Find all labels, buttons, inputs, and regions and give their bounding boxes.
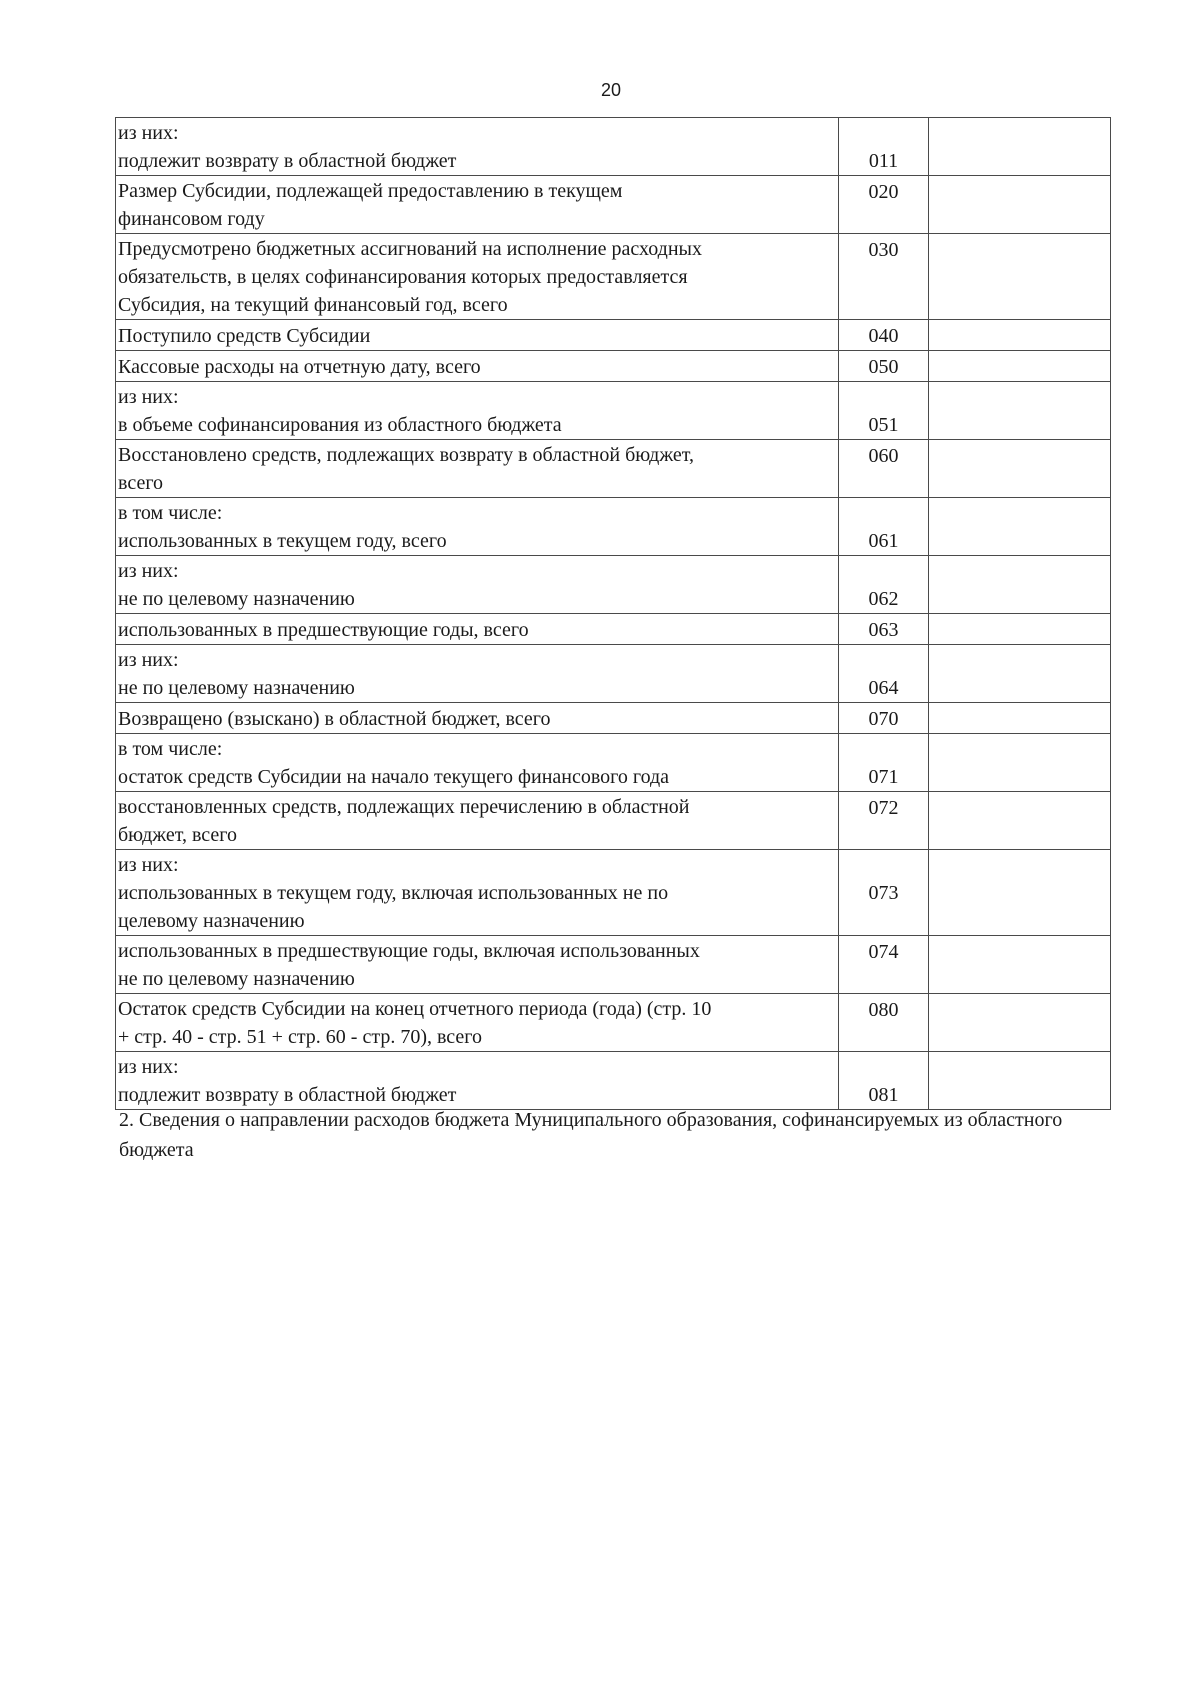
row-value-cell[interactable] [929, 645, 1111, 703]
row-label [116, 645, 839, 703]
row-label [116, 1052, 839, 1110]
row-code: 064 [839, 645, 929, 703]
table-row [116, 792, 1111, 850]
table-row [116, 320, 1111, 351]
table-body [116, 118, 1111, 1110]
row-label-line: восстановленных средств, подлежащих перечислению в областной [118, 796, 690, 818]
row-code: 071 [839, 734, 929, 792]
row-code: 074 [839, 936, 929, 994]
row-label-line: не по целевому назначению [118, 968, 355, 990]
row-label-line: в том числе: [118, 738, 223, 760]
row-label [116, 440, 839, 498]
row-value-cell[interactable] [929, 734, 1111, 792]
row-label-line: Возвращено (взыскано) в областной бюджет, всего [118, 708, 551, 730]
table-row [116, 734, 1111, 792]
row-code: 051 [839, 382, 929, 440]
row-label [116, 556, 839, 614]
table-row [116, 850, 1111, 936]
row-label-line: из них: [118, 854, 179, 876]
row-label-line: использованных в текущем году, включая использованных не по [118, 882, 669, 904]
row-label-line: использованных в предшествующие годы, всего [118, 619, 529, 641]
row-code: 070 [839, 703, 929, 734]
row-value-cell[interactable] [929, 498, 1111, 556]
table-row [116, 176, 1111, 234]
row-label-line: финансовом году [118, 208, 265, 230]
table-row [116, 234, 1111, 320]
table-row [116, 994, 1111, 1052]
row-label [116, 994, 839, 1052]
row-label-line: Субсидия, на текущий финансовый год, всего [118, 294, 508, 316]
row-code: 080 [839, 994, 929, 1052]
row-label-line: из них: [118, 560, 179, 582]
row-code: 072 [839, 792, 929, 850]
row-label-line: Поступило средств Субсидии [118, 325, 371, 347]
table-row [116, 614, 1111, 645]
row-label-line: использованных в предшествующие годы, включая использованных [118, 940, 700, 962]
table-row [116, 1052, 1111, 1110]
row-value-cell[interactable] [929, 556, 1111, 614]
row-value-cell[interactable] [929, 234, 1111, 320]
row-code: 020 [839, 176, 929, 234]
row-value-cell[interactable] [929, 440, 1111, 498]
row-label [116, 936, 839, 994]
row-label-line: в объеме софинансирования из областного бюджета [118, 414, 562, 436]
row-code: 081 [839, 1052, 929, 1110]
row-code: 060 [839, 440, 929, 498]
row-code: 063 [839, 614, 929, 645]
row-label [116, 498, 839, 556]
row-label-line: обязательств, в целях софинансирования которых предоставляется [118, 266, 688, 288]
row-label-line: Размер Субсидии, подлежащей предоставлению в текущем [118, 180, 623, 202]
row-label-line: из них: [118, 386, 179, 408]
row-label-line: + стр. 40 - стр. 51 + стр. 60 - стр. 70), всего [118, 1026, 483, 1048]
row-value-cell[interactable] [929, 118, 1111, 176]
row-label-line: в том числе: [118, 502, 223, 524]
row-value-cell[interactable] [929, 936, 1111, 994]
row-label [116, 792, 839, 850]
row-code: 050 [839, 351, 929, 382]
row-label [116, 382, 839, 440]
table-row [116, 703, 1111, 734]
row-value-cell[interactable] [929, 792, 1111, 850]
row-label-line: остаток средств Субсидии на начало текущего финансового года [118, 766, 670, 788]
row-label [116, 850, 839, 936]
row-label [116, 118, 839, 176]
row-label-line: из них: [118, 649, 179, 671]
row-label-line: бюджет, всего [118, 824, 237, 846]
row-label [116, 703, 839, 734]
section-heading: 2. Сведения о направлении расходов бюджета Муниципального образования, софинансируемых из областного бюджета [119, 1109, 1063, 1161]
row-label-line: подлежит возврату в областной бюджет [118, 150, 457, 172]
row-value-cell[interactable] [929, 850, 1111, 936]
row-label [116, 614, 839, 645]
row-value-cell[interactable] [929, 176, 1111, 234]
row-label-line: Восстановлено средств, подлежащих возврату в областной бюджет, [118, 444, 695, 466]
row-code: 011 [839, 118, 929, 176]
row-value-cell[interactable] [929, 614, 1111, 645]
row-code: 040 [839, 320, 929, 351]
row-label-line: не по целевому назначению [118, 588, 355, 610]
row-code: 073 [839, 850, 929, 936]
row-value-cell[interactable] [929, 351, 1111, 382]
row-label-line: не по целевому назначению [118, 677, 355, 699]
row-code: 062 [839, 556, 929, 614]
row-label [116, 320, 839, 351]
row-label-line: использованных в текущем году, всего [118, 530, 447, 552]
row-label [116, 234, 839, 320]
row-label-line: Остаток средств Субсидии на конец отчетного периода (года) (стр. 10 [118, 998, 712, 1020]
row-label-line: из них: [118, 1056, 179, 1078]
row-code: 061 [839, 498, 929, 556]
subsidy-report-table [115, 117, 1111, 1110]
row-value-cell[interactable] [929, 320, 1111, 351]
table-row [116, 936, 1111, 994]
row-label-line: Кассовые расходы на отчетную дату, всего [118, 356, 481, 378]
row-label [116, 734, 839, 792]
table-row [116, 118, 1111, 176]
page-number: 20 [600, 80, 622, 100]
row-label-line: целевому назначению [118, 910, 305, 932]
row-label [116, 176, 839, 234]
row-label-line: Предусмотрено бюджетных ассигнований на исполнение расходных [118, 238, 702, 260]
row-code: 030 [839, 234, 929, 320]
table-row [116, 440, 1111, 498]
row-value-cell[interactable] [929, 994, 1111, 1052]
row-label-line: из них: [118, 122, 179, 144]
row-label-line: всего [118, 472, 164, 494]
table-row [116, 382, 1111, 440]
row-label [116, 351, 839, 382]
table-row [116, 498, 1111, 556]
row-value-cell[interactable] [929, 1052, 1111, 1110]
row-value-cell[interactable] [929, 703, 1111, 734]
table-row [116, 645, 1111, 703]
table-row [116, 556, 1111, 614]
table-row [116, 351, 1111, 382]
row-value-cell[interactable] [929, 382, 1111, 440]
row-label-line: подлежит возврату в областной бюджет [118, 1084, 457, 1106]
